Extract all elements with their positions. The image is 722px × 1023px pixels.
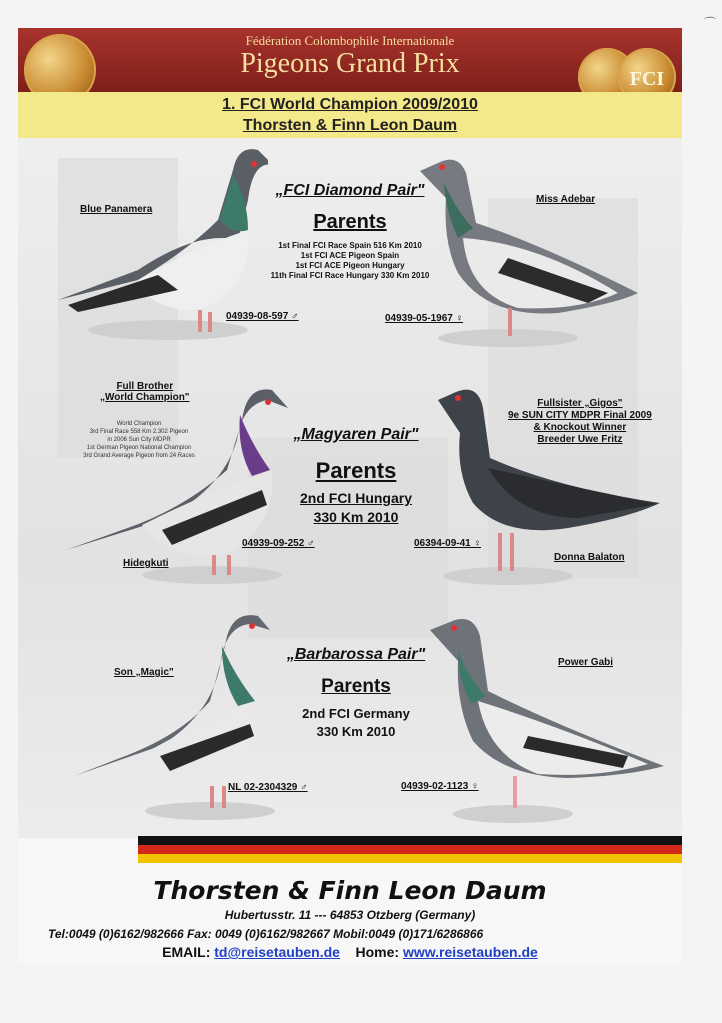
german-flag-stripe (138, 836, 682, 864)
ring-number-blue-panamera: 04939-08-597 ♂ (226, 311, 299, 322)
pigeon-name-hidegkuti: Hidegkuti (123, 558, 169, 569)
org-name: Fédération Colombophile Internationale (245, 33, 455, 48)
ring-number-hidegkuti: 04939-09-252 ♂ (242, 538, 315, 549)
footer-name: Thorsten & Finn Leon Daum (153, 876, 547, 905)
pigeon-power-gabi-icon (428, 606, 668, 826)
fullsister-line: Breeder Uwe Fritz (537, 434, 623, 445)
pigeon-name-blue-panamera: Blue Panamera (80, 204, 153, 215)
email-label: EMAIL: (162, 944, 211, 960)
home-link[interactable]: www.reisetauben.de (402, 944, 538, 960)
home-label: Home: (355, 944, 400, 960)
footer-contact (18, 944, 682, 960)
world-champion-line: „World Champion" (100, 392, 190, 403)
result-line: 1st FCI ACE Pigeon Spain (300, 251, 400, 260)
pigeon-hidegkuti-icon (62, 380, 292, 590)
result-magyaren-2: 330 Km 2010 (313, 509, 399, 525)
result-barbarossa-1: 2nd FCI Germany (302, 706, 410, 721)
parents-heading-magyaren: Parents (315, 458, 397, 483)
detail-line: 3rd Grand Average Pigeon from 24 Races (83, 453, 195, 459)
email-link[interactable]: td@reisetauben.de (214, 944, 340, 960)
fullsister-line: & Knockout Winner (533, 422, 627, 433)
label-full-brother (100, 381, 190, 403)
poster (18, 28, 682, 963)
fci-logo-text: FCI (629, 67, 665, 90)
banner-line-1: 1. FCI World Champion 2009/2010 (222, 96, 478, 113)
world-champion-details (64, 420, 214, 460)
result-barbarossa-2: 330 Km 2010 (316, 724, 396, 739)
flag-red (138, 845, 682, 854)
ring-number-donna-balaton: 06394-09-41 ♀ (414, 538, 481, 549)
header-title: Pigeons Grand Prix (240, 48, 460, 79)
label-fullsister (508, 398, 652, 446)
result-line: 1st FCI ACE Pigeon Hungary (295, 261, 405, 270)
detail-line: 3rd Final Race 558 Km 2.302 Pigeon (89, 429, 189, 435)
pair-title-barbarossa: „Barbarossa Pair" (286, 646, 426, 663)
pigeon-name-power-gabi: Power Gabi (558, 657, 614, 668)
flag-black (138, 836, 682, 845)
result-line: 1st Final FCI Race Spain 516 Km 2010 (278, 241, 422, 250)
pigeon-name-miss-adebar: Miss Adebar (536, 194, 596, 205)
ring-number-power-gabi: 04939-02-1123 ♀ (401, 781, 479, 792)
footer-phone: Tel:0049 (0)6162/982666 Fax: 0049 (0)6162/982667 Mobil:0049 (0)171/6286866 (48, 927, 484, 941)
full-brother-line: Full Brother (116, 381, 174, 392)
footer-address: Hubertusstr. 11 --- 64853 Otzberg (Germany) (224, 908, 476, 922)
fullsister-line: Fullsister „Gigos" (537, 398, 623, 409)
detail-line: World Champion (116, 421, 162, 427)
parents-heading-diamond: Parents (313, 211, 387, 233)
ring-number-miss-adebar: 04939-05-1967 ♀ (385, 313, 464, 324)
detail-line: in 2006 Sun City MDPR (107, 437, 171, 443)
scan-mark: ⌒ (703, 16, 716, 30)
pigeon-name-donna-balaton: Donna Balaton (554, 552, 625, 563)
title-banner (18, 92, 682, 138)
result-line: 11th Final FCI Race Hungary 330 Km 2010 (270, 271, 430, 280)
fullsister-line: 9e SUN CITY MDPR Final 2009 (508, 410, 652, 421)
ring-number-son-magic: NL 02-2304329 ♂ (228, 782, 308, 793)
parents-heading-barbarossa: Parents (321, 676, 391, 697)
pigeon-name-son-magic: Son „Magic" (114, 667, 174, 678)
detail-line: 1st German Pigeon National Champion (86, 445, 192, 451)
pair-title-magyaren: „Magyaren Pair" (293, 426, 419, 443)
result-magyaren-1: 2nd FCI Hungary (299, 490, 412, 506)
pair-title-diamond: „FCI Diamond Pair" (275, 182, 425, 199)
banner-line-2: Thorsten & Finn Leon Daum (242, 117, 458, 134)
flag-gold (138, 854, 682, 863)
